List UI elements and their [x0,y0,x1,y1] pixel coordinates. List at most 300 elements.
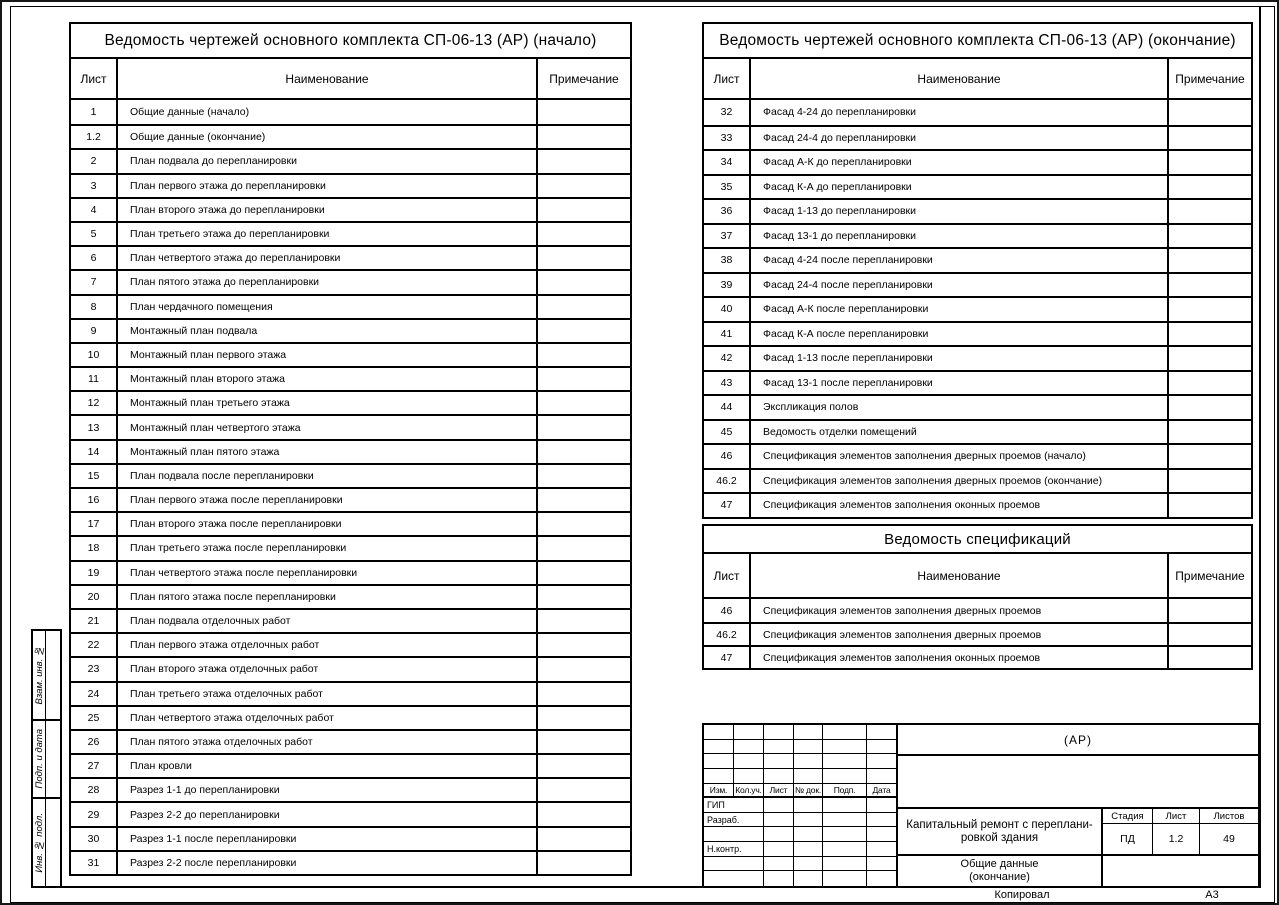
table-row [71,294,630,318]
drawing-name-cell: Ведомость отделки помещений [751,421,1169,444]
sheet-number-cell: 37 [704,225,751,248]
sheet-number-cell: 15 [71,465,118,487]
note-cell [538,392,630,414]
drawing-name-cell: Фасад 13-1 после перепланировки [751,372,1169,395]
table-row [71,729,630,753]
drawing-name-cell: План третьего этажа после перепланировки [118,537,538,559]
sheet-number-cell: 11 [71,368,118,390]
sheet-number-cell: 14 [71,441,118,463]
sheets-total-value: 49 [1223,833,1235,845]
sheet-number-cell: 40 [704,298,751,321]
drawing-name-cell: Фасад 1-13 после перепланировки [751,347,1169,370]
signature-fill-cell [823,871,867,886]
table-row [71,850,630,874]
table-rows [71,100,630,874]
drawing-name-cell: Фасад К-А до перепланировки [751,176,1169,199]
table-row [71,269,630,293]
change-grid-empty-cell [764,725,794,740]
sheet-number-cell: 38 [704,249,751,272]
sheet-number-cell: 39 [704,274,751,297]
note-cell [1169,396,1251,419]
sheet-number-cell: 22 [71,634,118,656]
signature-fill-cell [794,827,823,842]
table-row [704,198,1251,223]
note-cell [538,175,630,197]
table-header-row [71,59,630,100]
table-row [71,487,630,511]
change-grid-empty-cell [794,725,823,740]
drawing-name-cell: Спецификация элементов заполнения дверных проемов (окончание) [751,470,1169,493]
sheet-number-cell: 30 [71,828,118,850]
signature-role-cell: Н.контр. [704,842,764,857]
change-header-cell: Кол.уч. [734,784,764,799]
drawing-name-cell: Монтажный план пятого этажа [118,441,538,463]
sheet-number-cell: 1.2 [71,126,118,148]
note-cell [1169,200,1251,223]
note-cell [538,562,630,584]
sheet-number-cell: 47 [704,494,751,517]
sheet-number-cell: 23 [71,658,118,680]
drawing-name-cell: Разрез 1-1 до перепланировки [118,779,538,801]
table-row [71,656,630,680]
sheet-number-cell: 24 [71,683,118,705]
drawing-name-cell: План четвертого этажа после перепланировки [118,562,538,584]
signature-fill-cell [764,798,794,813]
table-row [71,560,630,584]
stage-values-row [1103,824,1258,854]
sheet-number-cell: 45 [704,421,751,444]
table-row [704,223,1251,248]
change-header-cell: Лист [764,784,794,799]
note-cell [538,223,630,245]
drawing-list-table-end [702,22,1253,519]
drawing-name-cell: План подвала до перепланировки [118,150,538,172]
note-cell [1169,421,1251,444]
table-row [71,414,630,438]
change-grid-empty-cell [734,754,764,769]
change-grid-empty-cell [794,769,823,784]
signature-fill-cell [867,827,896,842]
strip-label: Инв. № подл. [33,799,46,886]
note-cell [538,537,630,559]
drawing-name-cell: Спецификация элементов заполнения дверных проемов (начало) [751,445,1169,468]
strip-cell-podp [33,719,60,797]
drawing-name-cell: План второго этажа до перепланировки [118,199,538,221]
sheet-number-cell: 31 [71,852,118,874]
drawing-name-cell: Спецификация элементов заполнения дверных проемов [751,599,1169,622]
title-block [702,723,1260,888]
note-cell [538,368,630,390]
sheet-number-cell: 44 [704,396,751,419]
note-cell [538,658,630,680]
sheet-number-cell: 10 [71,344,118,366]
table-row [704,622,1251,645]
note-cell [538,199,630,221]
table-header-row [704,554,1251,599]
stage-header-row [1103,809,1258,824]
drawing-name-cell: План пятого этажа после перепланировки [118,586,538,608]
signature-empty-cell [704,871,764,886]
note-cell [1169,323,1251,346]
change-record-grid [704,725,898,886]
change-header-cell: № док. [794,784,823,799]
signature-fill-cell [794,842,823,857]
document-code-cell: (АР) [898,725,1258,756]
sheet-number-cell: 47 [704,647,751,668]
change-grid-empty-cell [867,740,896,755]
table-body [702,552,1253,670]
sheet-number-cell: 21 [71,610,118,632]
column-header-name: Наименование [751,59,1169,98]
signature-fill-cell [764,842,794,857]
column-header-name: Наименование [118,59,538,98]
sheet-number-cell: 16 [71,489,118,511]
signature-role-cell: Разраб. [704,813,764,828]
sheet-number-value: 1.2 [1153,824,1200,854]
drawing-name-cell: Фасад К-А после перепланировки [751,323,1169,346]
organization-cell [1103,856,1258,886]
sheet-number-cell: 2 [71,150,118,172]
change-grid-empty-cell [823,725,867,740]
table-row [71,705,630,729]
sheet-number-cell: 12 [71,392,118,414]
change-grid-empty-cell [734,725,764,740]
drawing-name-cell: Фасад 24-4 до перепланировки [751,127,1169,150]
table-row [71,148,630,172]
signature-fill-cell [794,798,823,813]
sheet-number-cell: 27 [71,755,118,777]
table-row [71,100,630,124]
drawing-name-cell: Фасад 24-4 после перепланировки [751,274,1169,297]
signature-role-cell: ГИП [704,798,764,813]
drawing-name-cell: План пятого этажа до перепланировки [118,271,538,293]
note-cell [538,441,630,463]
signature-fill-cell [764,871,794,886]
note-cell [538,126,630,148]
signature-empty-cell [704,857,764,872]
sheet-number-cell: 3 [71,175,118,197]
sheet-number-cell: 46 [704,599,751,622]
drawing-name-cell: План третьего этажа отделочных работ [118,683,538,705]
drawing-name-cell: Фасад 1-13 до перепланировки [751,200,1169,223]
signature-fill-cell [794,871,823,886]
note-cell [1169,151,1251,174]
table-row [704,492,1251,517]
stage-header-list: Лист [1153,809,1200,823]
note-cell [538,803,630,825]
note-cell [538,489,630,511]
signature-fill-cell [867,813,896,828]
column-header-sheet: Лист [704,554,751,597]
drawing-name-cell: План чердачного помещения [118,296,538,318]
note-cell [538,779,630,801]
drawing-name-cell: Фасад 13-1 до перепланировки [751,225,1169,248]
sheet-number-cell: 25 [71,707,118,729]
table-header-row [704,59,1251,100]
note-cell [538,271,630,293]
signature-fill-cell [764,857,794,872]
document-name-line1: Общие данные [960,858,1039,870]
change-grid-empty-cell [867,754,896,769]
table-row [71,584,630,608]
change-grid-empty-cell [867,725,896,740]
signature-fill-cell [764,827,794,842]
table-row [704,321,1251,346]
table-row [71,173,630,197]
table-row [71,124,630,148]
table-row [71,463,630,487]
table-row [704,125,1251,150]
change-grid-empty-cell [823,740,867,755]
table-row [704,645,1251,668]
note-cell [1169,624,1251,645]
strip-fill [46,721,60,797]
drawing-name-cell: План пятого этажа отделочных работ [118,731,538,753]
sheet-number-cell: 41 [704,323,751,346]
drawing-name-cell: План четвертого этажа до перепланировки [118,247,538,269]
table-row [71,390,630,414]
table-body [69,57,632,876]
drawing-name-cell: План третьего этажа до перепланировки [118,223,538,245]
column-header-note: Примечание [549,71,619,86]
drawing-name-cell: Разрез 1-1 после перепланировки [118,828,538,850]
sheet-number-cell: 36 [704,200,751,223]
stage-subtable [1103,809,1258,854]
change-grid-empty-cell [704,725,734,740]
drawing-name-cell: Экспликация полов [751,396,1169,419]
note-cell [538,416,630,438]
strip-fill [46,631,60,719]
drawing-name-cell: Фасад 4-24 после перепланировки [751,249,1169,272]
drawing-name-cell: Спецификация элементов заполнения оконных проемов [751,647,1169,668]
title-block-right [898,725,1258,886]
drawing-name-cell: Монтажный план второго этажа [118,368,538,390]
sheet-number-cell: 33 [704,127,751,150]
table-row [704,100,1251,125]
sheet-number-cell: 46 [704,445,751,468]
stage-header-stadia: Стадия [1103,809,1153,823]
drawing-name-cell: План кровли [118,755,538,777]
table-rows [704,100,1251,517]
signature-fill-cell [867,857,896,872]
note-cell [538,683,630,705]
drawing-name-cell: План четвертого этажа отделочных работ [118,707,538,729]
sheet-number-cell: 28 [71,779,118,801]
signature-empty-cell [704,827,764,842]
table-row [704,370,1251,395]
drawing-name-cell: Разрез 2-2 после перепланировки [118,852,538,874]
signature-fill-cell [823,798,867,813]
sheet-number-cell: 9 [71,320,118,342]
table-row [704,599,1251,622]
table-row [71,221,630,245]
drawing-name-cell: План подвала после перепланировки [118,465,538,487]
drawing-name-cell: План первого этажа после перепланировки [118,489,538,511]
table-row [71,245,630,269]
sheet-number-cell: 17 [71,513,118,535]
project-name-line2: ровкой здания [960,831,1039,844]
table-row [71,632,630,656]
change-grid-empty-cell [704,740,734,755]
signature-fill-cell [867,871,896,886]
drawing-name-cell: План второго этажа отделочных работ [118,658,538,680]
sheet-number-cell: 6 [71,247,118,269]
format-label: А3 [1205,889,1219,901]
signature-fill-cell [823,813,867,828]
drawing-name-cell: Монтажный план третьего этажа [118,392,538,414]
drawing-name-cell: Спецификация элементов заполнения дверных проемов [751,624,1169,645]
table-row [704,174,1251,199]
table-row [71,511,630,535]
drawing-name-cell: Фасад А-К до перепланировки [751,151,1169,174]
drawing-name-cell: Общие данные (окончание) [118,126,538,148]
note-cell [538,150,630,172]
drawing-name-cell: План первого этажа отделочных работ [118,634,538,656]
document-name-line2: (окончание) [969,871,1030,883]
drawing-name-cell: Фасад А-К после перепланировки [751,298,1169,321]
note-cell [1169,470,1251,493]
strip-label: Подп. и дата [33,721,46,797]
note-cell [1169,249,1251,272]
note-cell [1169,372,1251,395]
change-header-cell: Дата [867,784,896,799]
note-cell [538,513,630,535]
copied-label: Копировал [994,889,1050,901]
table-row [71,681,630,705]
note-cell [538,320,630,342]
change-header-cell: Изм. [704,784,734,799]
note-cell [1169,274,1251,297]
table-title: Ведомость спецификаций [702,524,1253,554]
strip-label: Взам. инв. № [33,631,46,719]
note-cell [1169,599,1251,622]
change-grid-empty-cell [734,740,764,755]
signature-fill-cell [867,842,896,857]
note-cell [538,755,630,777]
table-row [71,753,630,777]
change-grid-empty-cell [764,740,794,755]
sheet-number-cell: 8 [71,296,118,318]
signature-fill-cell [794,813,823,828]
table-body [702,57,1253,519]
drawing-name-cell: Монтажный план четвертого этажа [118,416,538,438]
note-cell [1169,647,1251,668]
drawing-name-cell: Монтажный план первого этажа [118,344,538,366]
signature-fill-cell [764,813,794,828]
signature-fill-cell [867,798,896,813]
table-rows [704,599,1251,668]
table-title: Ведомость чертежей основного комплекта СП-06-13 (АР) (начало) [69,22,632,59]
note-cell [1169,100,1251,125]
drawing-name-cell: Монтажный план подвала [118,320,538,342]
table-row [71,535,630,559]
signature-fill-cell [794,857,823,872]
table-row [71,318,630,342]
drawing-name-cell: План первого этажа до перепланировки [118,175,538,197]
drawing-name-cell: План подвала отделочных работ [118,610,538,632]
note-cell [1169,347,1251,370]
table-row [704,247,1251,272]
sheet-number-cell: 26 [71,731,118,753]
sheet-number-cell: 20 [71,586,118,608]
note-cell [1169,176,1251,199]
change-header-cell: Подп. [823,784,867,799]
table-row [71,801,630,825]
sheet-number-cell: 34 [704,151,751,174]
margin-attribute-strip [31,629,62,888]
change-grid-empty-cell [734,769,764,784]
sheet-number-cell: 1 [71,100,118,124]
drawing-name-cell: План второго этажа после перепланировки [118,513,538,535]
drawing-list-table-start [69,22,632,876]
change-grid-empty-cell [823,769,867,784]
change-grid-empty-cell [704,754,734,769]
note-cell [1169,298,1251,321]
table-row [71,366,630,390]
sheet-number-cell: 29 [71,803,118,825]
stage-value: ПД [1103,824,1153,854]
signature-fill-cell [823,827,867,842]
project-row [898,809,1258,856]
document-name-row [898,856,1258,886]
sheet-number-cell: 32 [704,100,751,125]
drawing-name-cell: Разрез 2-2 до перепланировки [118,803,538,825]
table-title: Ведомость чертежей основного комплекта СП-06-13 (АР) (окончание) [702,22,1253,59]
sheet-number-cell: 46.2 [704,470,751,493]
change-grid-empty-cell [704,769,734,784]
table-row [71,826,630,850]
change-grid-empty-cell [823,754,867,769]
change-grid-empty-cell [794,754,823,769]
note-cell [538,100,630,124]
sheet-number-cell: 5 [71,223,118,245]
sheet-number-cell: 13 [71,416,118,438]
table-row [71,777,630,801]
table-row [71,439,630,463]
note-cell [538,344,630,366]
sheet-number-cell: 43 [704,372,751,395]
strip-cell-inv [33,797,60,886]
note-cell [1169,225,1251,248]
change-grid-empty-cell [764,754,794,769]
stage-header-listov: Листов [1213,810,1245,822]
sheet-number-cell: 19 [71,562,118,584]
strip-fill [46,799,60,886]
table-row [704,443,1251,468]
document-name-cell [898,856,1103,886]
table-row [704,296,1251,321]
note-cell [538,634,630,656]
column-header-sheet: Лист [704,59,751,98]
column-header-sheet: Лист [71,59,118,98]
note-cell [1169,494,1251,517]
note-cell [538,247,630,269]
table-row [71,197,630,221]
note-cell [538,852,630,874]
table-row [704,394,1251,419]
change-grid-empty-cell [867,769,896,784]
change-grid-empty-cell [764,769,794,784]
specifications-list-table [702,524,1253,670]
table-row [704,149,1251,174]
signature-fill-cell [823,857,867,872]
note-cell [538,610,630,632]
signature-fill-cell [823,842,867,857]
sheet-number-cell: 46.2 [704,624,751,645]
designation-empty-cell [898,756,1258,809]
sheet-number-cell: 7 [71,271,118,293]
note-cell [538,296,630,318]
